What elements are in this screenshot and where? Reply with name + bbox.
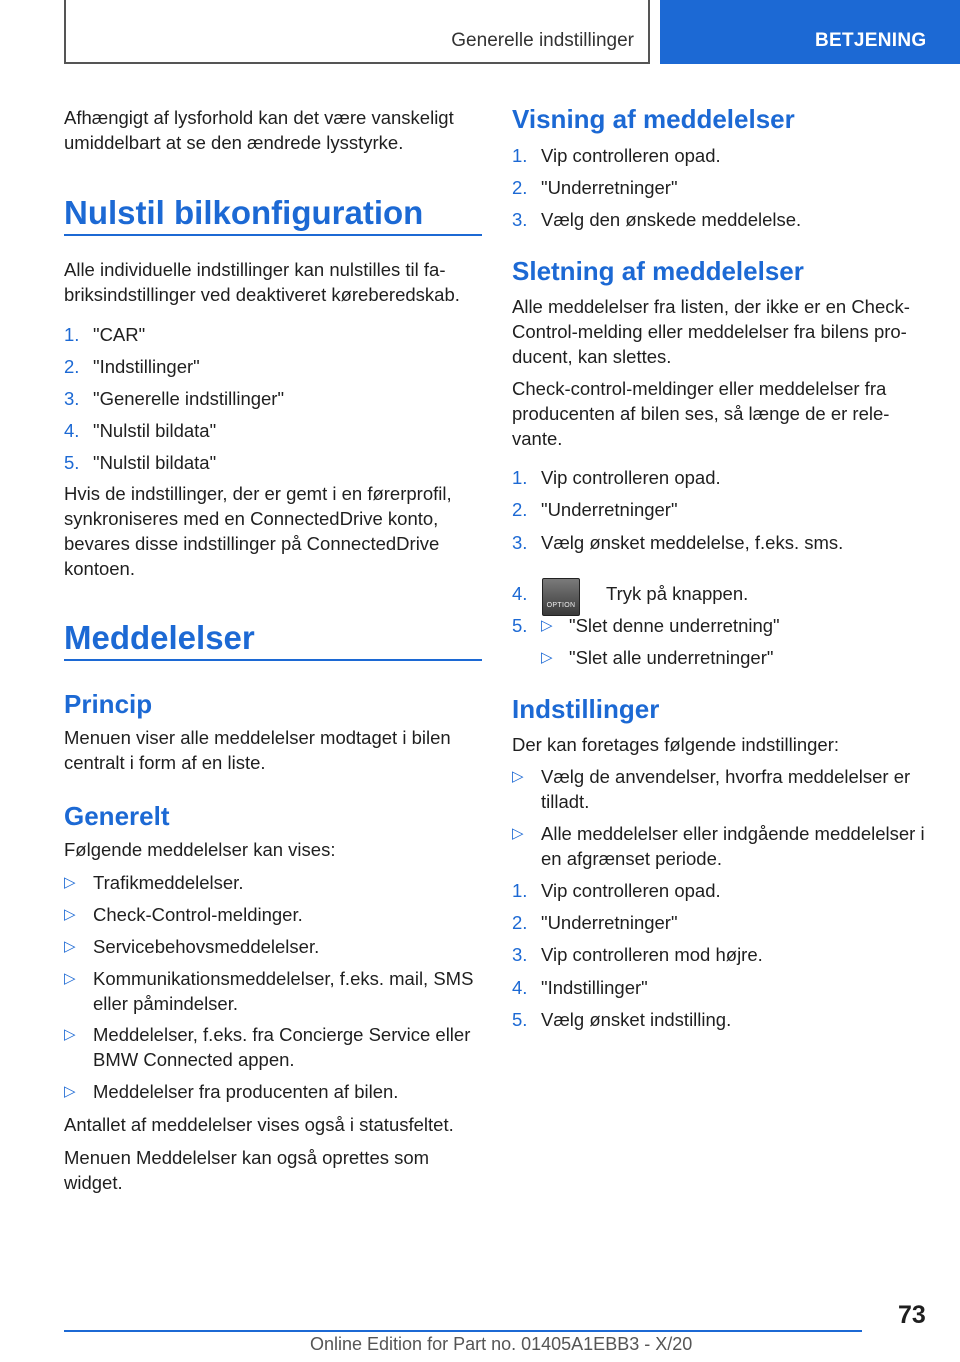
reset-heading-rule <box>64 234 482 236</box>
principle-text: Menuen viser alle meddelelser modtaget i bilen centralt i form af en liste. <box>64 727 451 773</box>
widget-text: Menuen Meddelelser kan også oprettes som widget. <box>64 1147 430 1193</box>
delete-text-2: Check-control-meldinger eller meddelelser fra producenten af bilen ses, så længe de er rele-vante. <box>512 378 890 449</box>
general-text: Følgende meddelelser kan vises: <box>64 839 336 860</box>
settings-text: Der kan foretages følgende indstillinger: <box>512 734 840 755</box>
delete-heading: Sletning af meddelelser <box>512 256 804 286</box>
footer-edition: Online Edition for Part no. 01405A1EBB3 - X/20 <box>310 1334 693 1354</box>
chapter-tab-label: BETJENING <box>815 30 927 51</box>
reset-note: Hvis de indstillinger, der er gemt i en førerprofil, synkroniseres med en ConnectedDrive konto, bevares disse indstillinger på ConnectedDrive kontoen. <box>64 483 452 579</box>
display-heading: Visning af meddelelser <box>512 104 795 134</box>
general-heading: Generelt <box>64 801 170 831</box>
option-button-icon: OPTION <box>542 578 580 616</box>
principle-heading: Princip <box>64 689 153 719</box>
messages-heading-rule <box>64 659 482 661</box>
section-title: Generelle indstillinger <box>451 30 634 51</box>
messages-heading: Meddelelser <box>64 619 255 656</box>
header-frame <box>64 0 650 64</box>
reset-heading: Nulstil bilkonfiguration <box>64 194 424 231</box>
page-number: 73 <box>898 1301 926 1329</box>
status-text: Antallet af meddelelser vises også i statusfeltet. <box>64 1114 454 1135</box>
footer-rule <box>64 1330 862 1332</box>
chapter-tab[interactable] <box>660 0 960 64</box>
delete-text-1: Alle meddelelser fra listen, der ikke er en Check-Control-melding eller meddelelser fra bilens pro-ducent, kan slettes. <box>512 296 910 367</box>
reset-text: Alle individuelle indstillinger kan nulstilles til fa-briksindstillinger ved deaktiveret køreberedskab. <box>64 259 460 305</box>
settings-heading: Indstillinger <box>512 694 660 724</box>
intro-paragraph: Afhængigt af lysforhold kan det være vanskeligt umiddelbart at se den ændrede lysstyrke. <box>64 107 454 153</box>
